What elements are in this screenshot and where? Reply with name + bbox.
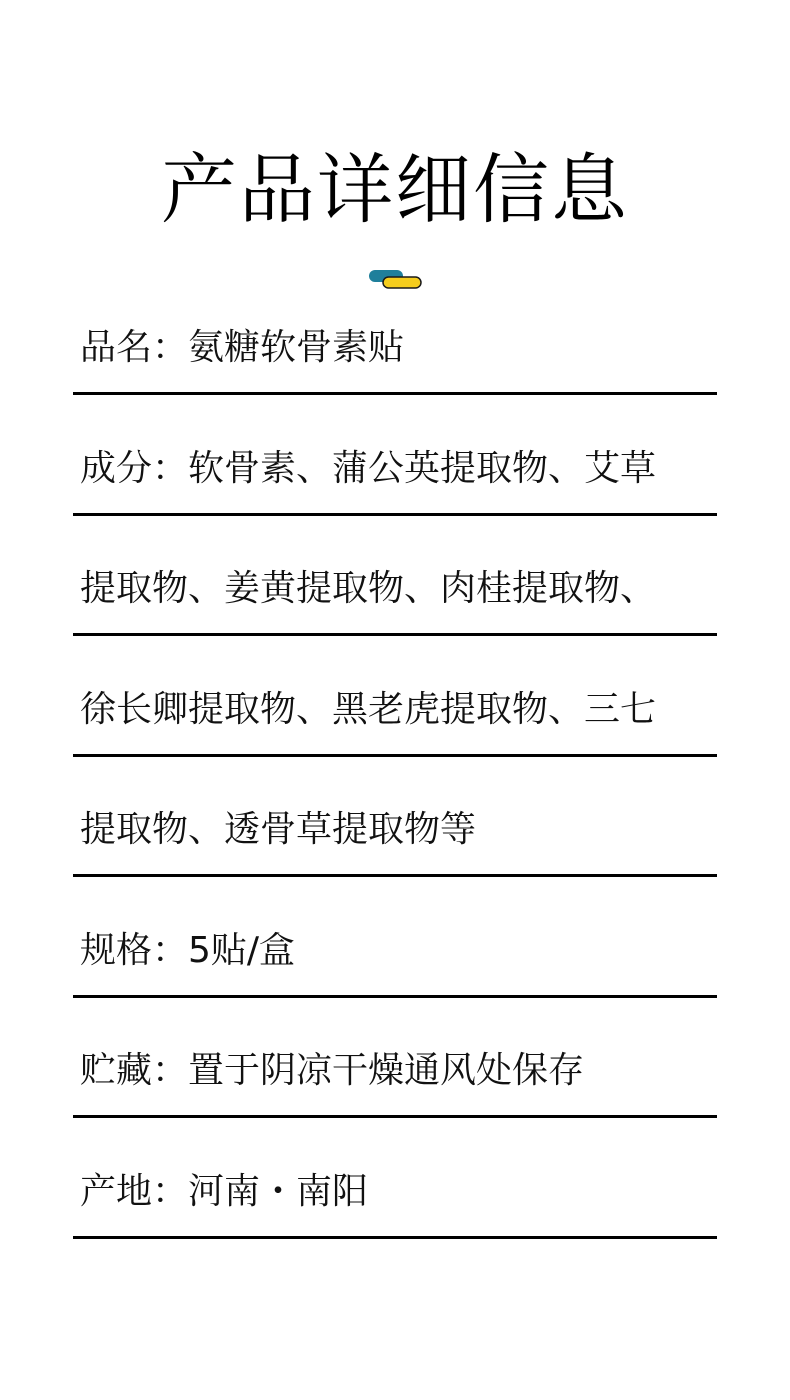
info-row-storage <box>73 998 717 1119</box>
info-row-name <box>73 310 717 395</box>
info-row-origin <box>73 1118 717 1239</box>
product-info-list <box>73 310 717 1239</box>
info-row-spec <box>73 877 717 998</box>
info-row-text: 品名：氨糖软骨素贴 <box>80 327 405 368</box>
pill-ornament-icon <box>367 268 425 292</box>
info-row-text: 贮藏：置于阴凉干燥通风处保存 <box>80 1050 585 1091</box>
info-row-text: 规格：5贴/盒 <box>80 929 296 971</box>
info-row-text: 提取物、透骨草提取物等 <box>80 809 477 850</box>
info-row-text: 徐长卿提取物、黑老虎提取物、三七 <box>80 688 657 730</box>
page-title: 产品详细信息 <box>161 145 629 234</box>
info-row-ingredients-1 <box>73 395 717 516</box>
info-row-text: 产地：河南・南阳 <box>80 1170 369 1212</box>
info-row-text: 成分：软骨素、蒲公英提取物、艾草 <box>80 447 657 489</box>
info-row-text: 提取物、姜黄提取物、肉桂提取物、 <box>80 568 657 609</box>
info-row-ingredients-2 <box>73 516 717 637</box>
info-row-ingredients-4 <box>73 757 717 878</box>
info-row-ingredients-3 <box>73 636 717 757</box>
